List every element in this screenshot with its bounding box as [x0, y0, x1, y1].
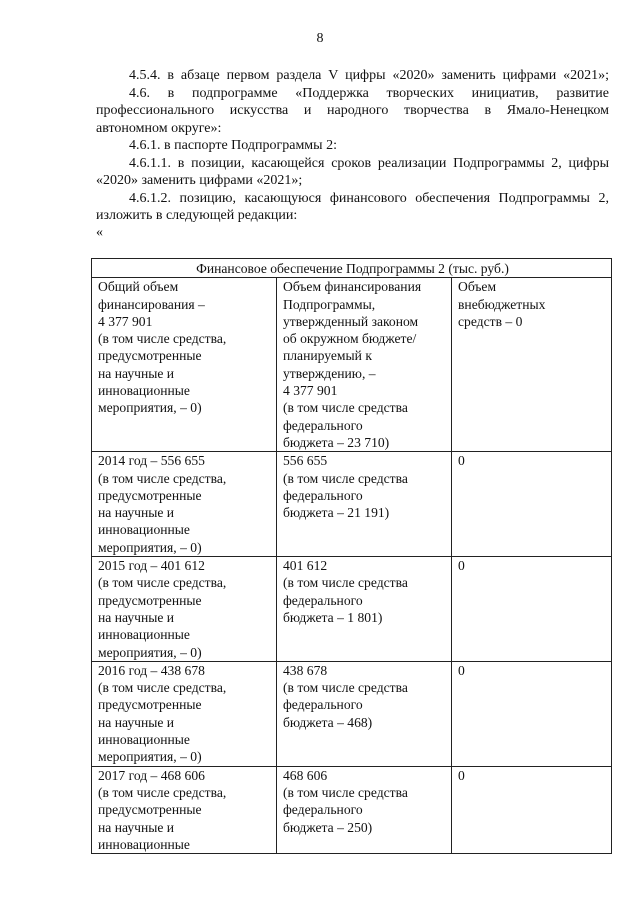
cell-year-extrabudgetary: 0	[452, 661, 612, 766]
table-row	[92, 766, 612, 853]
cell-year-total: 2015 год – 401 612 (в том числе средства, предусмотренные на научные и инновационные мероприятия, – 0)	[92, 557, 277, 662]
cell-year-budget: 468 606 (в том числе средства федерального бюджета – 250)	[277, 766, 452, 853]
table-caption: Финансовое обеспечение Подпрограммы 2 (тыс. руб.)	[92, 259, 612, 278]
paragraph-4-6-1-2: 4.6.1.2. позицию, касающуюся финансового обеспечения Подпрограммы 2, изложить в следующей редакции:	[96, 190, 609, 223]
paragraph-4-6-1-1: 4.6.1.1. в позиции, касающейся сроков реализации Подпрограммы 2, цифры «2020» заменить цифрами «2021»;	[96, 155, 609, 188]
paragraph-4-6-1: 4.6.1. в паспорте Подпрограммы 2:	[129, 138, 337, 153]
table-row	[92, 452, 612, 557]
cell-year-extrabudgetary: 0	[452, 766, 612, 853]
document-body	[96, 67, 609, 241]
cell-year-extrabudgetary: 0	[452, 557, 612, 662]
cell-year-budget: 401 612 (в том числе средства федерального бюджета – 1 801)	[277, 557, 452, 662]
opening-quote: «	[96, 224, 103, 240]
cell-year-budget: 556 655 (в том числе средства федерального бюджета – 21 191)	[277, 452, 452, 557]
header-budget-financing: Объем финансирования Подпрограммы, утвержденный законом об окружном бюджете/ планируемый к утверждению, – 4 377 901 (в том числе средства федерального бюджета – 23 710)	[277, 278, 452, 452]
financing-table	[91, 258, 612, 854]
cell-year-total: 2014 год – 556 655 (в том числе средства, предусмотренные на научные и инновационные мероприятия, – 0)	[92, 452, 277, 557]
table-row	[92, 557, 612, 662]
cell-year-budget: 438 678 (в том числе средства федерального бюджета – 468)	[277, 661, 452, 766]
cell-year-total: 2017 год – 468 606 (в том числе средства, предусмотренные на научные и инновационные	[92, 766, 277, 853]
paragraph-4-5-4: 4.5.4. в абзаце первом раздела V цифры «2020» заменить цифрами «2021»;	[129, 68, 609, 83]
page-number: 8	[316, 31, 324, 46]
cell-year-total: 2016 год – 438 678 (в том числе средства, предусмотренные на научные и инновационные мероприятия, – 0)	[92, 661, 277, 766]
header-extrabudgetary: Объем внебюджетных средств – 0	[452, 278, 612, 452]
table-row	[92, 661, 612, 766]
cell-year-extrabudgetary: 0	[452, 452, 612, 557]
table-caption-row	[92, 259, 612, 278]
table-header-row	[92, 278, 612, 452]
header-total-financing: Общий объем финансирования – 4 377 901 (в том числе средства, предусмотренные на научные и инновационные мероприятия, – 0)	[92, 278, 277, 452]
paragraph-4-6: 4.6. в подпрограмме «Поддержка творческих инициатив, развитие профессионального искусства и народного творчества в Ямало-Ненецком автономном округе»:	[96, 85, 609, 136]
